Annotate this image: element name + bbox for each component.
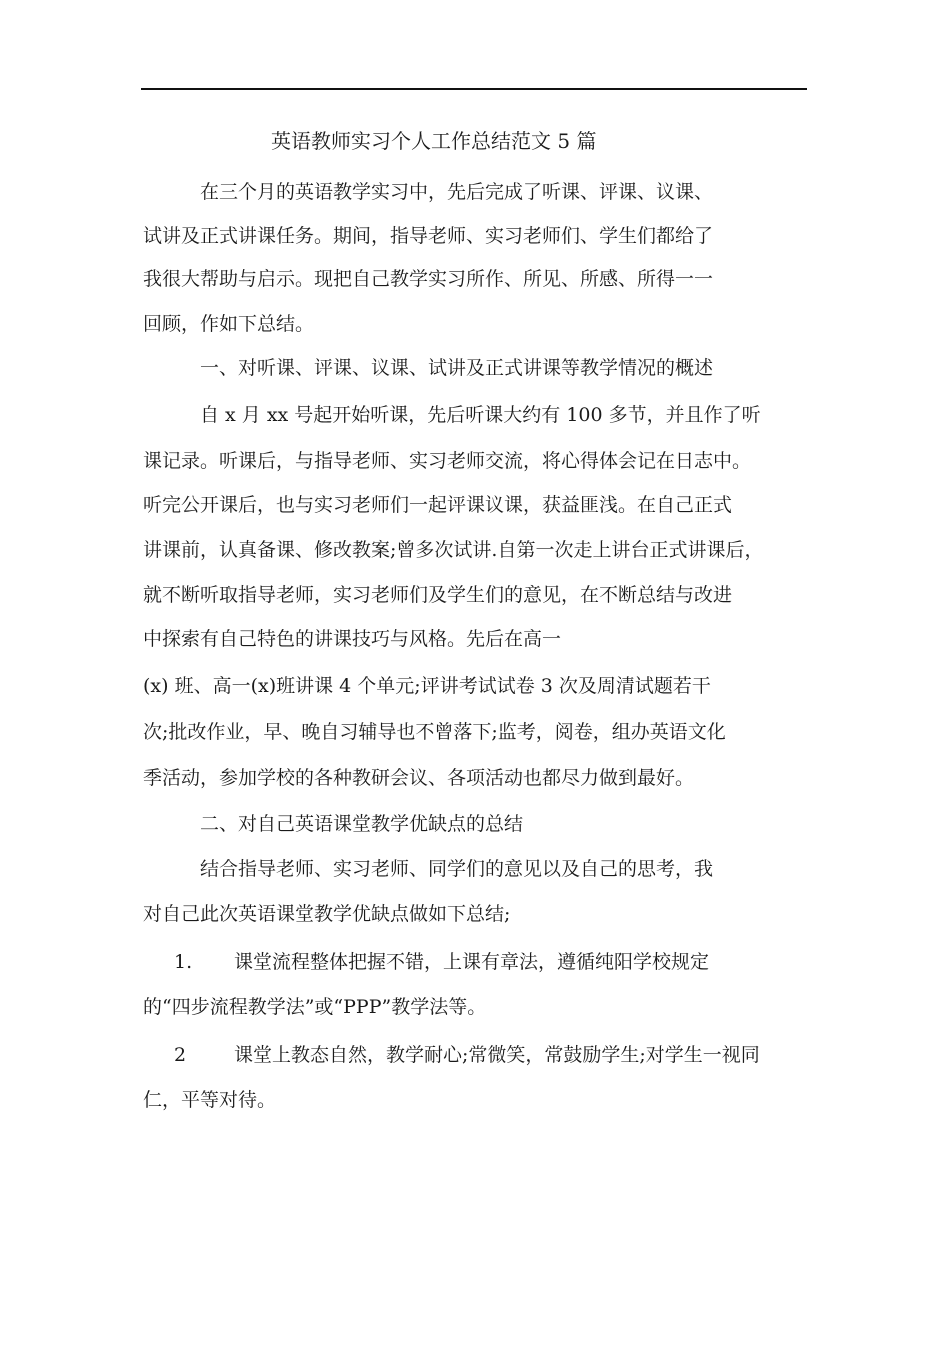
list-text: 课堂流程整体把握不错，上课有章法，遵循纯阳学校规定	[234, 951, 710, 973]
paragraph-line: 我很大帮助与启示。现把自己教学实习所作、所见、所感、所得一一	[143, 268, 714, 290]
list-item-1	[174, 950, 709, 974]
paragraph-line: 自 x 月 xx 号起开始听课，先后听课大约有 100 多节，并且作了听	[200, 404, 761, 426]
paragraph-line: 季活动，参加学校的各种教研会议、各项活动也都尽力做到最好。	[143, 767, 695, 789]
paragraph-line: (x) 班、高一(x)班讲课 4 个单元;评讲考试试卷 3 次及周清试题若干	[143, 675, 711, 697]
document-title: 英语教师实习个人工作总结范文 5 篇	[271, 129, 597, 153]
header-rule	[141, 88, 807, 90]
paragraph-line: 听完公开课后，也与实习老师们一起评课议课，获益匪浅。在自己正式	[143, 494, 733, 516]
paragraph-line: 的“四步流程教学法”或“PPP”教学法等。	[143, 996, 487, 1018]
paragraph-line: 试讲及正式讲课任务。期间，指导老师、实习老师们、学生们都给了	[143, 225, 714, 247]
paragraph-line: 回顾，作如下总结。	[143, 313, 315, 335]
list-number: 1.	[174, 951, 193, 973]
section-heading-2: 二、对自己英语课堂教学优缺点的总结	[200, 813, 524, 835]
list-text: 课堂上教态自然，教学耐心;常微笑，常鼓励学生;对学生一视同	[234, 1044, 760, 1066]
list-item-2	[174, 1043, 760, 1067]
paragraph-line: 讲课前，认真备课、修改教案;曾多次试讲.自第一次走上讲台正式讲课后，	[143, 539, 764, 561]
section-heading-1: 一、对听课、评课、议课、试讲及正式讲课等教学情况的概述	[200, 357, 714, 379]
paragraph-line: 就不断听取指导老师，实习老师们及学生们的意见，在不断总结与改进	[143, 584, 733, 606]
paragraph-line: 仁，平等对待。	[143, 1089, 277, 1111]
paragraph-line: 次;批改作业，早、晚自习辅导也不曾落下;监考，阅卷，组办英语文化	[143, 721, 726, 743]
paragraph-line: 对自己此次英语课堂教学优缺点做如下总结;	[143, 903, 511, 925]
paragraph-line: 结合指导老师、实习老师、同学们的意见以及自己的思考，我	[200, 858, 714, 880]
paragraph-line: 课记录。听课后，与指导老师、实习老师交流，将心得体会记在日志中。	[143, 450, 752, 472]
paragraph-line: 在三个月的英语教学实习中，先后完成了听课、评课、议课、	[200, 181, 714, 203]
paragraph-line: 中探索有自己特色的讲课技巧与风格。先后在高一	[143, 628, 562, 650]
list-number: 2	[174, 1044, 187, 1066]
